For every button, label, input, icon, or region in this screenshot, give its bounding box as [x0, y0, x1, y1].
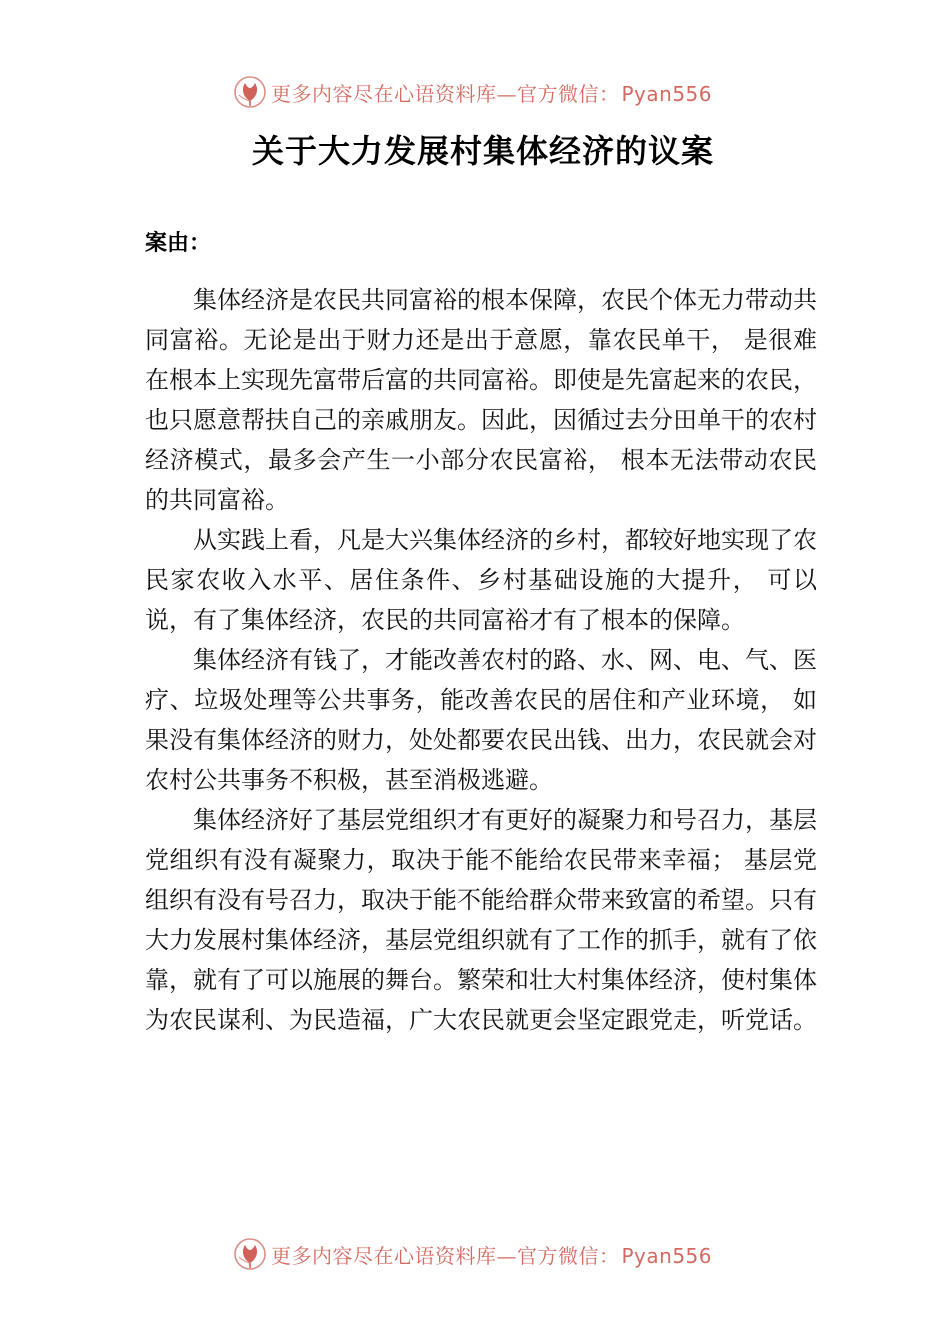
watermark-wechat-id: Pyan556	[621, 81, 713, 106]
paragraph-1: 集体经济是农民共同富裕的根本保障，农民个体无力带动共同富裕。无论是出于财力还是出于意愿，靠农民单干， 是很难在根本上实现先富带后富的共同富裕。即使是先富起来的农民，也只愿意帮扶自己的亲戚朋友。因此，因循过去分田单干的农村经济模式，最多会产生一小部分农民富裕， 根本无法带动农民的共同富裕。	[145, 286, 817, 514]
tulip-logo-icon	[233, 75, 267, 109]
section-label-reason: 案由：	[145, 231, 212, 256]
watermark-wechat-id: Pyan556	[621, 1243, 713, 1268]
document-title: 关于大力发展村集体经济的议案	[251, 132, 714, 170]
watermark-label: 更多内容尽在心语资料库—官方微信：	[271, 1243, 620, 1268]
footer-watermark	[233, 1236, 712, 1272]
watermark-label: 更多内容尽在心语资料库—官方微信：	[271, 81, 620, 106]
watermark-text	[271, 1240, 712, 1269]
watermark-text	[271, 78, 712, 107]
paragraph-2: 从实践上看，凡是大兴集体经济的乡村，都较好地实现了农民家农收入水平、居住条件、乡村基础设施的大提升， 可以说，有了集体经济，农民的共同富裕才有了根本的保障。	[145, 526, 817, 634]
paragraph-3: 集体经济有钱了，才能改善农村的路、水、网、电、气、医疗、垃圾处理等公共事务，能改善农民的居住和产业环境， 如果没有集体经济的财力，处处都要农民出钱、出力，农民就会对农村公共事务不积极，甚至消极逃避。	[145, 646, 817, 794]
header-watermark	[233, 74, 712, 110]
tulip-logo-icon	[233, 1237, 267, 1271]
document-body	[145, 280, 817, 1040]
paragraph-4: 集体经济好了基层党组织才有更好的凝聚力和号召力，基层党组织有没有凝聚力，取决于能不能给农民带来幸福； 基层党组织有没有号召力，取决于能不能给群众带来致富的希望。只有大力发展村集体经济，基层党组织就有了工作的抓手，就有了依靠，就有了可以施展的舞台。繁荣和壮大村集体经济，使村集体为农民谋利、为民造福，广大农民就更会坚定跟党走，听党话。	[145, 806, 817, 1034]
